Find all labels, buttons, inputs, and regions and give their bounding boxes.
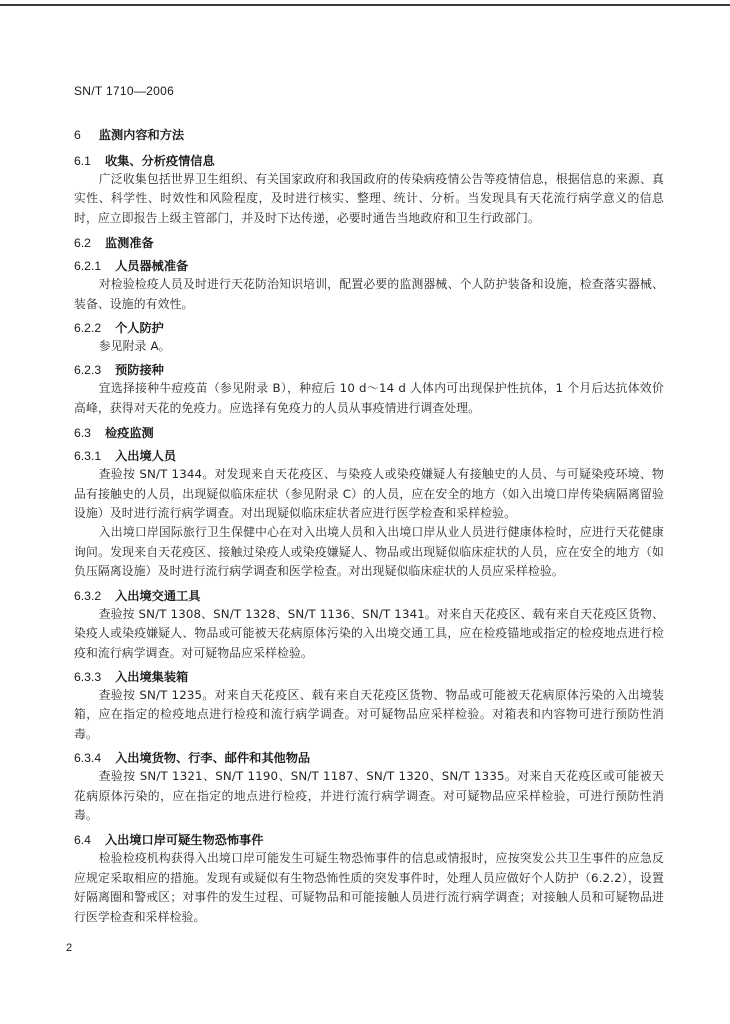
heading-title: 入出境交通工具	[115, 588, 201, 603]
heading-title: 入出境集装箱	[115, 669, 189, 684]
heading-number: 6.3	[74, 426, 91, 441]
subsection-heading	[74, 424, 664, 442]
heading-title: 收集、分析疫情信息	[104, 154, 215, 168]
heading-number: 6.1	[74, 154, 91, 168]
clause-heading	[74, 668, 664, 686]
paragraph: 查验按 SN/T 1321、SN/T 1190、SN/T 1187、SN/T 1320、SN/T 1335。对来自天花疫区或可能被天花病原体污染的，应在指定的地点进行检疫，并进行流行病学调查。对可疑物品应采样检验，可进行预防性消毒。	[74, 769, 664, 822]
paragraph: 宜选择接种牛痘疫苗（参见附录 B），种痘后 10 d～14 d 人体内可出现保护性抗体，1 个月后达抗体效价高峰，获得对天花的免疫力。应选择有免疫力的人员从事疫情进行调查处理。	[74, 381, 664, 415]
page-number: 2	[66, 942, 73, 954]
clause-heading	[74, 319, 664, 337]
heading-number: 6.3.4	[74, 751, 102, 766]
section-number: 6	[74, 128, 81, 142]
heading-title: 人员器械准备	[115, 259, 189, 274]
heading-title: 监测准备	[104, 236, 154, 251]
subsection-heading	[74, 152, 664, 170]
heading-number: 6.2.2	[74, 321, 102, 336]
subsection-heading	[74, 831, 664, 849]
paragraph: 查验按 SN/T 1308、SN/T 1328、SN/T 1136、SN/T 1341。对来自天花疫区、载有来自天花疫区货物、染疫人或染疫嫌疑人、物品或可能被天花病原体污染的入出境交通工具，应在检疫锚地或指定的检疫地点进行检疫和流行病学调查。对可疑物品应采样检验。	[74, 606, 664, 660]
clause-heading	[74, 361, 664, 379]
clause-heading	[74, 257, 664, 275]
heading-title: 入出境货物、行李、邮件和其他物品	[115, 751, 311, 766]
heading-number: 6.2.3	[74, 363, 102, 378]
heading-title: 入出境口岸可疑生物恐怖事件	[104, 833, 264, 848]
heading-number: 6.3.1	[74, 449, 102, 464]
heading-title: 检疫监测	[104, 426, 154, 441]
clause-heading	[74, 749, 664, 767]
heading-title: 预防接种	[115, 363, 164, 378]
clause-heading	[74, 587, 664, 605]
clause-heading	[74, 447, 664, 465]
header-rule	[0, 4, 730, 6]
section-title: 监测内容和方法	[98, 128, 185, 142]
heading-title: 个人防护	[115, 321, 164, 336]
paragraph: 广泛收集包括世界卫生组织、有关国家政府和我国政府的传染病疫情公告等疫情信息，根据信息的来源、真实性、科学性、时效性和风险程度，及时进行核实、整理、统计、分析。当发现具有天花流行病学意义的信息时，应立即报告上级主管部门，并及时下达传递，必要时通告当地政府和卫生行政部门。	[74, 172, 664, 225]
heading-number: 6.3.2	[74, 588, 102, 603]
paragraph: 入出境口岸国际旅行卫生保健中心在对入出境人员和入出境口岸从业人员进行健康体检时，应进行天花健康询问。发现来自天花疫区、接触过染疫人或染疫嫌疑人、物品或出现疑似临床症状的人员，应在安全的地方（如负压隔离设施）及时进行流行病学调查和医学检查。对出现疑似临床症状的人员应采样检验。	[74, 525, 664, 579]
paragraph: 查验按 SN/T 1344。对发现来自天花疫区、与染疫人或染疫嫌疑人有接触史的人员、与可疑染疫环境、物品有接触史的人员，出现疑似临床症状（参见附录 C）的人员，应在安全的地方（如入出境口岸传染病隔离留验设施）及时进行流行病学调查。对出现疑似临床症状者应进行医学检查和采样检验。	[74, 467, 664, 521]
heading-number: 6.4	[74, 833, 91, 848]
paragraph: 参见附录 A。	[98, 339, 171, 354]
document-body	[74, 126, 664, 927]
heading-number: 6.3.3	[74, 669, 102, 684]
section-heading	[74, 126, 664, 144]
paragraph: 检验检疫机构获得入出境口岸可能发生可疑生物恐怖事件的信息或情报时，应按突发公共卫生事件的应急反应规定采取相应的措施。发现有或疑似有生物恐怖性质的突发事件时，处理人员应做好个人防护（6.2.2），设置好隔离圈和警戒区；对事件的发生过程、可疑物品和可能接触人员进行流行病学调查；对接触人员和可疑物品进行医学检查和采样检验。	[74, 851, 664, 924]
subsection-heading	[74, 234, 664, 252]
heading-number: 6.2.1	[74, 259, 102, 274]
paragraph: 查验按 SN/T 1235。对来自天花疫区、载有来自天花疫区货物、物品或可能被天花病原体污染的入出境装箱，应在指定的检疫地点进行检疫和流行病学调查。对可疑物品应采样检验。对箱表和内容物可进行预防性消毒。	[74, 687, 664, 741]
heading-number: 6.2	[74, 236, 91, 251]
heading-title: 入出境人员	[115, 449, 177, 464]
paragraph: 对检验检疫人员及时进行天花防治知识培训，配置必要的监测器械、个人防护装备和设施，检查落实器械、装备、设施的有效性。	[74, 277, 664, 311]
standard-code: SN/T 1710—2006	[74, 84, 175, 98]
